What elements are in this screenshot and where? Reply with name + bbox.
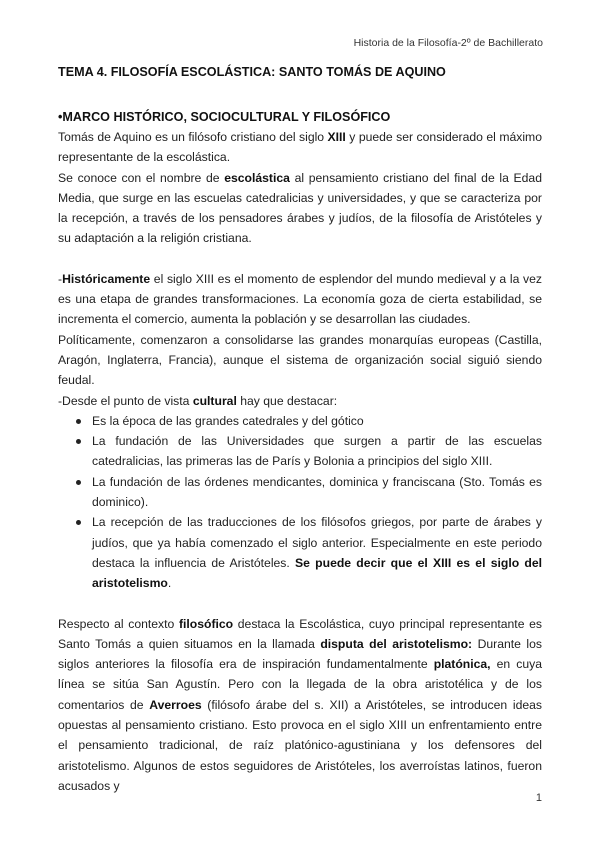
intro-paragraph <box>58 127 542 168</box>
historic-dash: - <box>58 271 63 286</box>
dispute-term: disputa del aristotelismo: <box>320 636 473 651</box>
historic-term: Históricamente <box>62 271 151 286</box>
scholasticism-text: Se conoce con el nombre de <box>58 170 225 185</box>
intro-text-end: y puede ser considerado el máximo representante de la escolástica. <box>58 130 542 165</box>
bullet-item-cathedrals: Es la época de las grandes catedrales y del gótico <box>58 411 542 431</box>
intro-bold-century: XIII <box>327 130 346 144</box>
aristotelianism-statement: Se puede decir que el XIII es el siglo del aristotelismo <box>92 555 542 591</box>
philosophic-paragraph <box>58 614 542 797</box>
paragraph-spacer <box>58 249 542 269</box>
historic-paragraph <box>58 269 542 330</box>
cultural-term: cultural <box>192 393 237 408</box>
philosophic-text-3: Durante los siglos anteriores la filosofía era de inspiración fundamentalmente <box>58 636 542 672</box>
averroes-term: Averroes <box>149 697 202 712</box>
cultural-text: -Desde el punto de vista <box>58 393 193 408</box>
bullet-item-translations <box>58 512 542 593</box>
section-heading: •MARCO HISTÓRICO, SOCIOCULTURAL Y FILOSÓFICO <box>58 110 391 124</box>
page-content <box>58 62 542 796</box>
historic-text: el siglo XIII es el momento de esplendor del mundo medieval y a la vez es una etapa de grandes transformaciones. La economía goza de cierta estabilidad, se incrementa el comercio, aumenta la población y se desarrollan las ciudades. <box>58 271 542 327</box>
scholasticism-text-end: al pensamiento cristiano del final de la Edad Media, que surge en las escuelas catedralicias y universidades, y que se caracteriza por la recepción, a través de los pensadores árabes y judíos, de la filosofía de Aristóteles y su adaptación a la religión cristiana. <box>58 170 542 246</box>
running-header: Historia de la Filosofía-2º de Bachillerato <box>353 37 543 49</box>
scholasticism-paragraph <box>58 168 542 249</box>
bullet-item-universities: La fundación de las Universidades que surgen a partir de las escuelas catedralicias, las primeras las de París y Bolonia a principios del siglo XIII. <box>58 431 542 472</box>
philosophic-text-5: (filósofo árabe del s. XII) a Aristóteles, se introducen ideas opuestas al pensamiento cristiano. Esto provoca en el siglo XIII un enfrentamiento entre el pensamiento tradicional, de raíz platónico-agustiniana y los defensores del aristotelismo. Algunos de estos seguidores de Aristóteles, los averroístas latinos, fueron acusados y <box>58 697 542 793</box>
document-title: TEMA 4. FILOSOFÍA ESCOLÁSTICA: SANTO TOMÁS DE AQUINO <box>58 65 446 79</box>
translations-text-end: . <box>167 576 172 591</box>
philosophic-text-4: en cuya línea se sitúa San Agustín. Pero con la llegada de la obra aristotélica y de los comentarios de <box>58 657 542 712</box>
platonic-term: platónica, <box>433 657 491 672</box>
political-paragraph: Políticamente, comenzaron a consolidarse las grandes monarquías europeas (Castilla, Aragón, Inglaterra, Francia), aunque el sistema de organización social siguió siendo feudal. <box>58 332 542 388</box>
cultural-text-end: hay que destacar: <box>236 393 338 408</box>
paragraph-spacer <box>58 594 542 614</box>
cultural-paragraph <box>58 391 542 411</box>
translations-text: La recepción de las traducciones de los filósofos griegos, por parte de árabes y judíos, que ya había comenzado el siglo anterior. Especialmente en este periodo destaca la influencia de Aristóteles. <box>92 515 542 570</box>
scholasticism-term: escolástica <box>224 170 290 185</box>
page-number: 1 <box>535 792 542 804</box>
bullet-item-orders: La fundación de las órdenes mendicantes, dominica y franciscana (Sto. Tomás es dominico). <box>58 472 542 513</box>
intro-text: Tomás de Aquino es un filósofo cristiano del siglo <box>58 130 328 144</box>
philosophic-text-1: Respecto al contexto <box>58 616 179 631</box>
philosophic-term: filosófico <box>178 616 234 631</box>
philosophic-text-2: destaca la Escolástica, cuyo principal representante es Santo Tomás a quien situamos en la llamada <box>58 616 542 651</box>
cultural-bullet-list <box>58 411 542 594</box>
